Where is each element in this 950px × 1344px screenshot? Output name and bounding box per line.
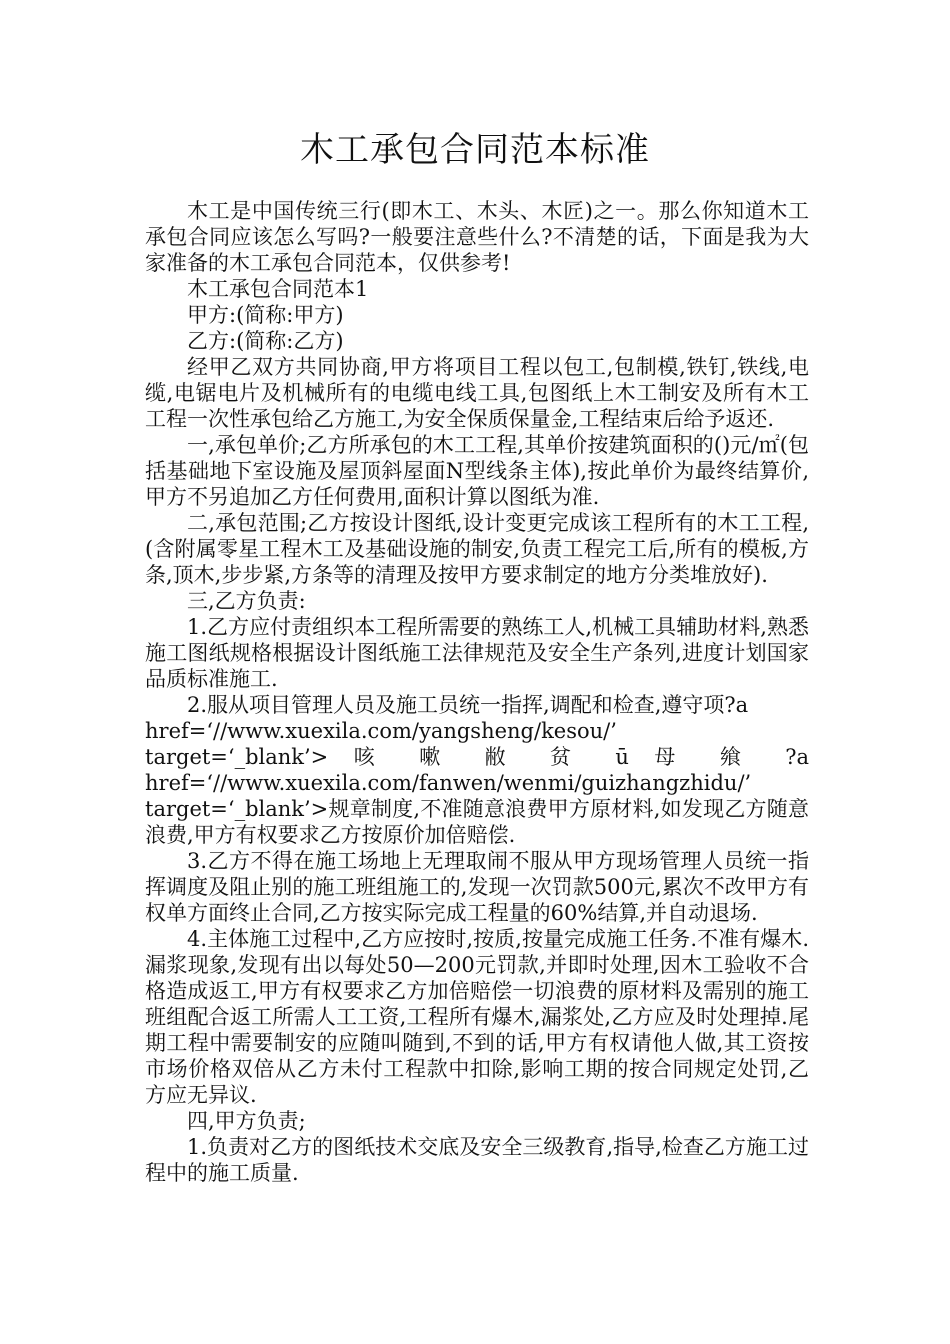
clause-scope: 二,承包范围;乙方按设计图纸,设计变更完成该工程所有的木工工程,(含附属零星工程木工及基础设施的制安,负责工程完工后,所有的模板,方条,顶木,步步紧,方条等的清理及按甲方要求制定的地方分类堆放好). <box>145 511 809 587</box>
contract-heading: 木工承包合同范本1 <box>187 277 369 301</box>
clause-b-item-3: 3.乙方不得在施工场地上无理取闹不服从甲方现场管理人员统一指挥调度及阻止别的施工班组施工的,发现一次罚款500元,累次不改甲方有权单方面终止合同,乙方按实际完成工程量的60%结算,并自动退场. <box>145 849 809 925</box>
clause-b-item-2-target-2: target=‘_blank’>规章制度,不准随意浪费甲方原材料,如发现乙方随意浪费,甲方有权要求乙方按原价加倍赔偿. <box>145 797 809 847</box>
clause-b-item-2-href-2: href=‘//www.xuexila.com/fanwen/wenmi/guizhangzhidu/’ <box>145 771 752 795</box>
clause-a-item-1: 1.负责对乙方的图纸技术交底及安全三级教育,指导,检查乙方施工过程中的施工质量. <box>145 1135 809 1185</box>
document-body <box>145 198 809 1186</box>
clause-b-item-1: 1.乙方应付责组织本工程所需要的熟练工人,机械工具辅助材料,熟悉施工图纸规格根据设计图纸施工法律规范及安全生产条列,进度计划国家品质标准施工. <box>145 615 809 691</box>
clause-b-item-2-href-1: href=‘//www.xuexila.com/yangsheng/kesou/’ <box>145 719 617 743</box>
clause-party-a-heading: 四,甲方负责; <box>187 1109 306 1133</box>
party-a-line: 甲方:(简称:甲方) <box>187 303 344 327</box>
clause-party-b-heading: 三,乙方负责: <box>187 589 306 613</box>
document-title: 木工承包合同范本标准 <box>300 130 650 170</box>
clause-unit-price: 一,承包单价;乙方所承包的木工工程,其单价按建筑面积的()元/㎡(包括基础地下室设施及屋顶斜屋面N型线条主体),按此单价为最终结算价,甲方不另追加乙方任何费用,面积计算以图纸为准. <box>145 433 809 509</box>
clause-b-item-2: 2.服从项目管理人员及施工员统一指挥,调配和检查,遵守项?a <box>187 693 749 717</box>
clause-b-item-4: 4.主体施工过程中,乙方应按时,按质,按量完成施工任务.不准有爆木.漏浆现象,发现有出以每处50—200元罚款,并即时处理,因木工验收不合格造成返工,甲方有权要求乙方加倍赔偿一切浪费的原材料及需别的施工班组配合返工所需人工工资,工程所有爆木,漏浆处,乙方应及时处理掉.尾期工程中需要制安的应随叫随到,不到的话,甲方有权请他人做,其工资按市场价格双倍从乙方未付工程款中扣除,影响工期的按合同规定处罚,乙方应无异议. <box>145 927 809 1107</box>
party-b-line: 乙方:(简称:乙方) <box>187 329 344 353</box>
intro-paragraph: 木工是中国传统三行(即木工、木头、木匠)之一。那么你知道木工承包合同应该怎么写吗?一般要注意些什么?不清楚的话，下面是我为大家准备的木工承包合同范本，仅供参考! <box>145 199 809 275</box>
agreement-paragraph: 经甲乙双方共同协商,甲方将项目工程以包工,包制模,铁钉,铁线,电缆,电锯电片及机械所有的电缆电线工具,包图纸上木工制安及所有木工工程一次性承包给乙方施工,为安全保质保量金,工程结束后给予返还. <box>145 355 809 431</box>
clause-b-item-2-target-1: target=‘_blank’> 咳 嗽 敝 贫 ū 母 飨 ?a <box>145 745 809 769</box>
